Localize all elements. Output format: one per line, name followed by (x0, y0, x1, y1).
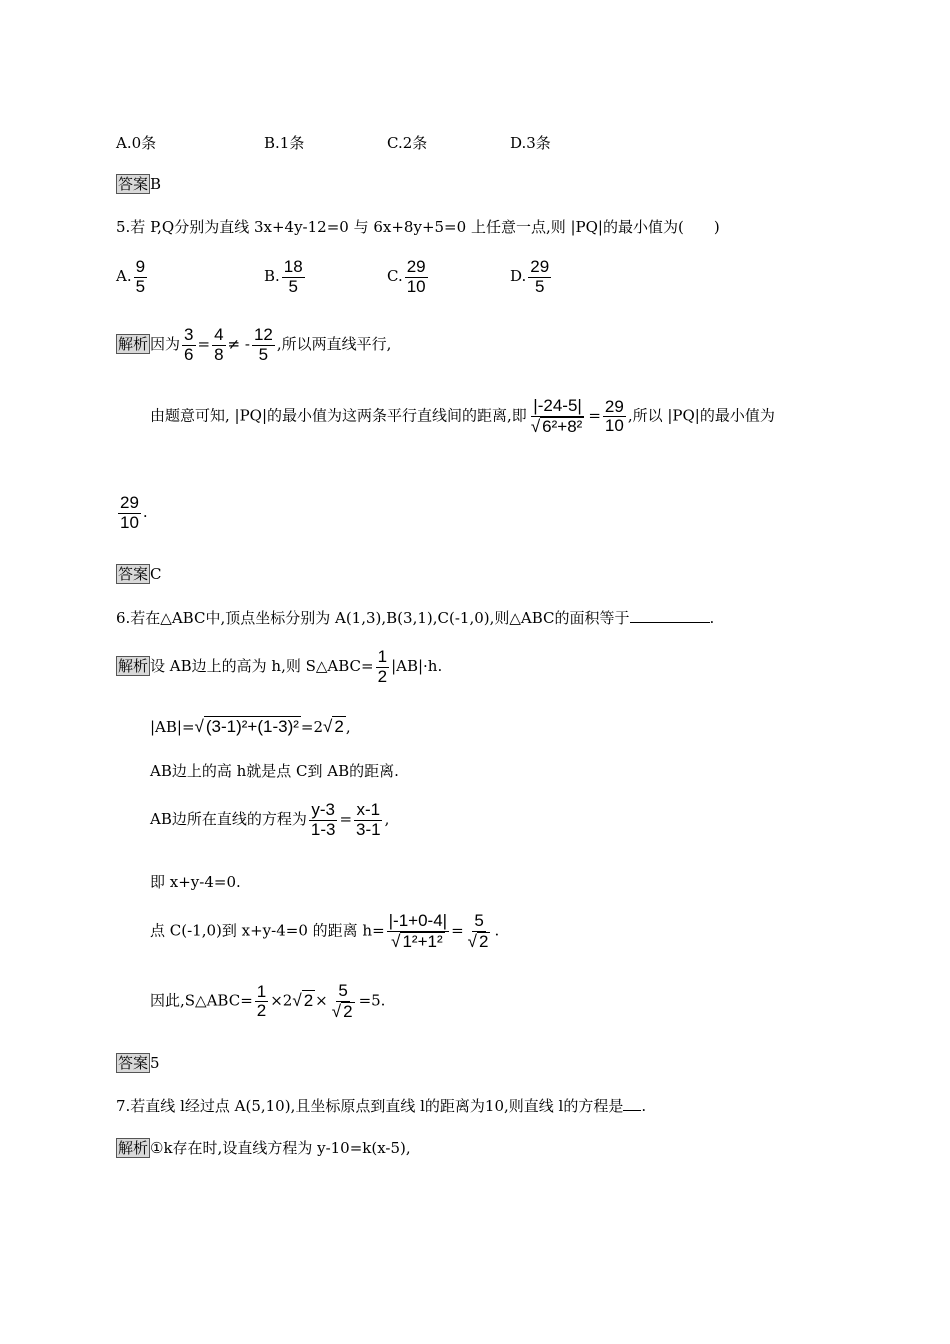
q6-answer-row (116, 1053, 160, 1073)
q5-analysis-line-3 (116, 494, 148, 532)
text: , (384, 810, 390, 829)
text: , (345, 718, 351, 736)
text: ≠ - (227, 335, 250, 354)
frac-num: x-1 (356, 800, 381, 819)
sqrt-icon: √ (391, 931, 401, 951)
frac-den: 5 (534, 276, 545, 296)
q5-analysis-line-1 (116, 326, 391, 364)
radicand: 2 (343, 1001, 353, 1021)
text: . (641, 1097, 647, 1115)
question-5-stem: 5.若 P,Q分别为直线 3x+4y-12=0 与 6x+8y+5=0 上任意一点,则 |PQ|的最小值为( ) (116, 218, 720, 236)
text: = (451, 921, 464, 940)
text: = (197, 335, 211, 354)
sqrt-icon: √ (292, 990, 302, 1010)
q5-answer-row (116, 564, 162, 584)
sqrt-icon: √ (530, 416, 541, 436)
option-c: C.2条 (387, 134, 428, 152)
answer-row (116, 174, 161, 194)
frac-num: 12 (253, 325, 273, 344)
analysis-tag: 解析 (118, 657, 149, 676)
option-b: B.1条 (264, 134, 305, 152)
radicand: 1²+1² (402, 931, 443, 951)
text: × (315, 991, 328, 1010)
text: 因为 (150, 335, 181, 354)
sqrt-icon: √ (467, 931, 478, 951)
text: ①k存在时,设直线方程为 y-10=k(x-5), (150, 1139, 411, 1157)
answer-value: 5 (150, 1054, 160, 1072)
q6-analysis-line-7 (150, 982, 385, 1021)
text: |AB|·h. (391, 657, 443, 676)
frac-num: 3 (184, 325, 194, 344)
q6-analysis-line-1 (116, 648, 442, 686)
frac-num: 29 (604, 396, 624, 416)
q5-analysis-line-2 (150, 397, 775, 436)
text: AB边所在直线的方程为 (150, 810, 307, 829)
question-6-stem (116, 607, 714, 628)
text: =2 (300, 718, 324, 736)
sqrt-icon: √ (323, 717, 333, 736)
frac-den: 10 (604, 416, 624, 436)
q6-analysis-line-3: AB边上的高 h就是点 C到 AB的距离. (150, 762, 399, 780)
text: 由题意可知, |PQ|的最小值为这两条平行直线间的距离,即 (150, 406, 527, 425)
frac-den: 2 (256, 1001, 267, 1021)
text: = (339, 810, 353, 829)
frac-den: 2 (377, 666, 388, 686)
frac-num: 29 (120, 493, 139, 512)
sqrt-icon: √ (331, 1001, 342, 1021)
q6-analysis-line-5: 即 x+y-4=0. (150, 873, 241, 891)
q5-option-d (510, 258, 553, 296)
text: 6.若在△ABC中,顶点坐标分别为 A(1,3),B(3,1),C(-1,0),则△ABC的面积等于 (116, 609, 630, 627)
frac-den: 10 (120, 512, 139, 532)
frac-den: 5 (288, 276, 298, 296)
radicand: 2 (479, 931, 489, 951)
text: = (588, 406, 601, 425)
text: ,所以 |PQ|的最小值为 (627, 406, 775, 425)
frac-num: |-1+0-4| (388, 911, 448, 930)
option-letter: C. (387, 267, 403, 286)
answer-tag: 答案 (118, 175, 149, 193)
text: 点 C(-1,0)到 x+y-4=0 的距离 h= (150, 921, 385, 940)
q5-option-c (387, 258, 430, 296)
analysis-tag: 解析 (118, 335, 149, 354)
answer-value: C (150, 565, 162, 583)
text: ,所以两直线平行, (276, 335, 392, 354)
answer-tag: 答案 (118, 565, 149, 583)
frac-num: 18 (283, 257, 303, 276)
frac-num: 4 (214, 325, 224, 344)
option-a: A.0条 (116, 134, 157, 152)
answer-blank (623, 1096, 641, 1111)
text: . (709, 609, 715, 627)
radicand: 6²+8² (542, 416, 583, 436)
frac-num: 1 (377, 647, 388, 666)
frac-num: 29 (406, 257, 426, 276)
answer-blank (630, 608, 710, 623)
q5-option-b (264, 258, 307, 296)
option-letter: D. (510, 267, 527, 286)
q7-analysis-line-1 (116, 1137, 411, 1158)
q6-analysis-line-4 (150, 801, 389, 839)
frac-den: 8 (214, 344, 224, 364)
q5-option-a (116, 258, 149, 296)
frac-den: 6 (184, 344, 194, 364)
radicand: (3-1)²+(1-3)² (205, 717, 299, 736)
question-7-stem (116, 1095, 646, 1116)
text: =5. (358, 991, 386, 1010)
frac-num: 5 (338, 981, 348, 1000)
frac-num: 1 (256, 981, 267, 1001)
frac-den: 10 (406, 276, 426, 296)
option-letter: A. (116, 267, 132, 286)
answer-value: B (150, 175, 162, 193)
option-d: D.3条 (510, 134, 551, 152)
text: 7.若直线 l经过点 A(5,10),且坐标原点到直线 l的距离为10,则直线 l的方程是 (116, 1097, 624, 1115)
frac-den: 5 (135, 276, 146, 296)
text: . (494, 921, 500, 940)
frac-num: 5 (474, 911, 484, 930)
frac-den: 3-1 (356, 819, 381, 839)
answer-tag: 答案 (118, 1054, 149, 1072)
radicand: 2 (334, 717, 344, 736)
text: |AB|= (150, 718, 195, 736)
text: . (142, 503, 148, 522)
frac-den: 1-3 (310, 819, 336, 839)
frac-num: |-24-5| (533, 396, 582, 415)
text: 因此,S△ABC= (150, 991, 253, 1010)
frac-num: 29 (530, 257, 550, 276)
frac-num: y-3 (311, 800, 335, 819)
q6-analysis-line-6 (150, 912, 499, 951)
frac-num: 9 (135, 257, 146, 276)
frac-den: 5 (258, 344, 269, 364)
analysis-tag: 解析 (118, 1139, 149, 1157)
q6-analysis-line-2 (150, 716, 351, 737)
text: 设 AB边上的高为 h,则 S△ABC= (150, 657, 374, 676)
radicand: 2 (303, 990, 314, 1010)
option-letter: B. (264, 267, 280, 286)
sqrt-icon: √ (194, 717, 204, 736)
text: ×2 (270, 991, 293, 1010)
